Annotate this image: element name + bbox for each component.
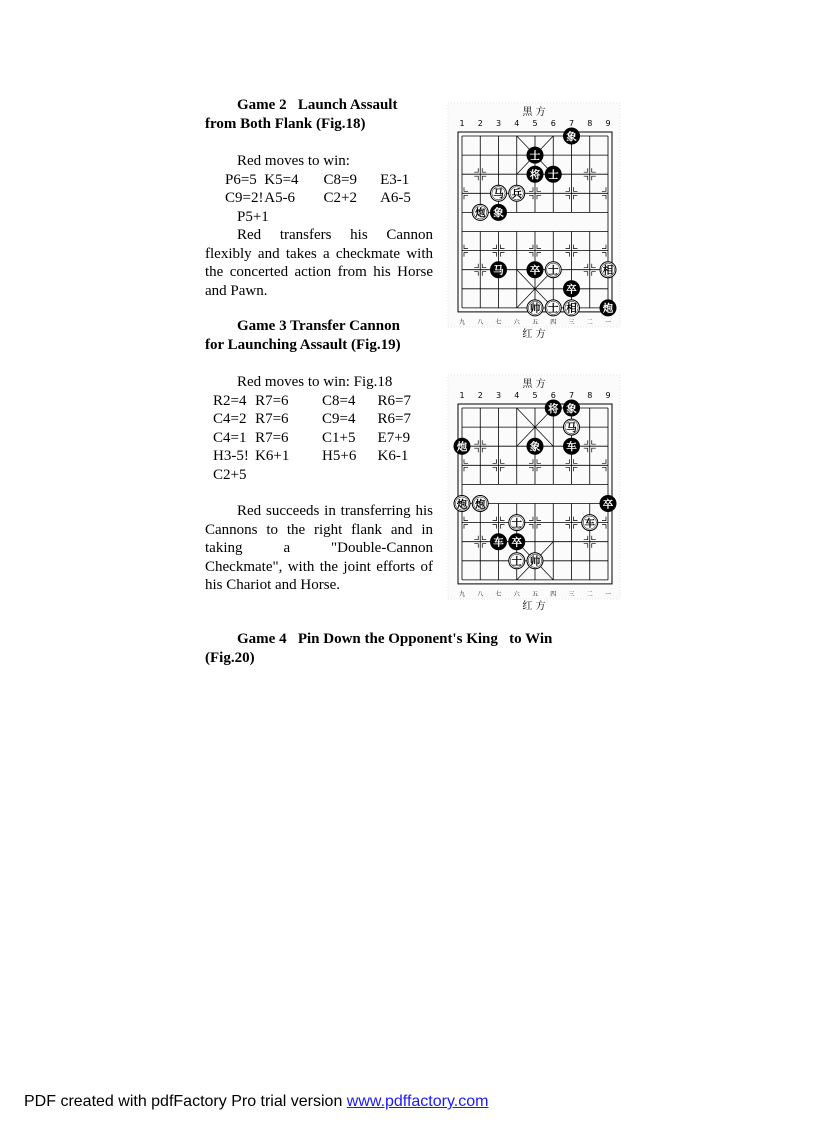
piece-label: 帅 <box>529 302 541 315</box>
piece-label: 士 <box>548 264 559 277</box>
move-cell: R6=7 <box>377 392 411 409</box>
black-piece <box>564 438 580 454</box>
file-number-top: 3 <box>495 391 502 400</box>
red-piece <box>509 185 525 201</box>
game2-description: Red transfers his Cannon flexibly and takes a checkmate with the concerted action from his Horse and Pawn. <box>205 227 433 299</box>
file-number-top: 7 <box>568 119 575 128</box>
footer-text: PDF created with pdfFactory Pro trial version <box>24 1093 347 1110</box>
move-cell: R6=7 <box>377 411 411 427</box>
file-number-bottom: 五 <box>531 590 539 598</box>
file-number-bottom: 四 <box>550 590 557 598</box>
file-number-top: 6 <box>550 119 556 128</box>
move-cell: C9=2! <box>225 190 264 206</box>
black-piece <box>545 400 561 416</box>
piece-label: 帅 <box>529 555 541 568</box>
red-piece <box>472 204 488 220</box>
move-cell: P5+1 <box>237 208 269 225</box>
move-cell <box>378 466 433 485</box>
game2-intro: Red moves to win: <box>237 153 350 169</box>
file-number-bottom: 三 <box>568 318 575 326</box>
file-number-bottom: 一 <box>604 590 612 598</box>
move-cell <box>255 466 322 485</box>
move-cell: E3-1 <box>380 171 410 188</box>
file-number-top: 8 <box>587 391 593 400</box>
file-number-bottom: 七 <box>495 318 502 326</box>
move-cell: C9=4 <box>322 411 356 427</box>
piece-label: 炮 <box>475 498 486 511</box>
red-piece <box>545 300 561 316</box>
move-cell: E7+9 <box>377 429 411 446</box>
file-number-bottom: 五 <box>531 318 539 326</box>
move-cell: P6=5 <box>225 171 257 188</box>
black-side-label: 黑 方 <box>522 379 546 390</box>
piece-label: 将 <box>548 402 559 415</box>
game4-title: Game 4 Pin Down the Opponent's King to Win (Fig.20) <box>205 631 553 666</box>
piece-label: 卒 <box>511 536 522 549</box>
move-cell <box>274 208 330 227</box>
piece-label: 士 <box>548 169 559 181</box>
red-piece <box>564 300 580 316</box>
move-row <box>213 447 433 466</box>
black-piece <box>564 400 580 416</box>
piece-label: 兵 <box>511 188 522 201</box>
file-number-bottom: 八 <box>477 590 484 598</box>
file-number-bottom: 三 <box>568 590 575 598</box>
move-row <box>213 466 433 485</box>
file-number-bottom: 七 <box>495 590 502 598</box>
piece-label: 车 <box>566 441 577 453</box>
piece-label: 士 <box>511 517 522 530</box>
game4-section <box>205 630 618 668</box>
move-cell: A5-6 <box>264 190 296 206</box>
piece-label: 炮 <box>456 441 468 453</box>
game2-section <box>205 96 433 300</box>
red-piece <box>527 553 543 569</box>
file-number-top: 9 <box>605 119 611 128</box>
footer-link[interactable]: www.pdffactory.com <box>346 1093 489 1110</box>
piece-label: 炮 <box>475 207 486 220</box>
game3-section <box>205 317 433 595</box>
piece-label: 卒 <box>529 264 541 277</box>
red-piece <box>600 262 616 278</box>
black-piece <box>564 128 580 144</box>
file-number-bottom: 八 <box>477 318 484 326</box>
black-piece <box>509 534 525 550</box>
move-cell: H3-5! <box>213 448 249 464</box>
file-number-bottom: 九 <box>458 318 466 326</box>
piece-label: 象 <box>493 207 504 220</box>
move-cell: C2+2 <box>323 190 357 206</box>
red-piece <box>454 496 470 512</box>
move-cell: C4=1 <box>213 429 247 446</box>
red-piece <box>545 262 561 278</box>
file-number-top: 5 <box>532 119 538 128</box>
piece-label: 卒 <box>602 498 614 511</box>
move-row <box>213 392 433 411</box>
move-cell: K6-1 <box>377 448 409 464</box>
file-number-bottom: 六 <box>513 318 520 326</box>
move-cell <box>322 466 377 485</box>
piece-label: 象 <box>529 441 541 453</box>
file-number-bottom: 一 <box>604 318 612 326</box>
red-side-label: 红 方 <box>522 600 546 612</box>
piece-label: 士 <box>511 555 522 568</box>
piece-label: 车 <box>584 517 595 530</box>
game3-title: Game 3 Transfer Cannon for Launching Assault (Fig.19) <box>205 318 401 353</box>
piece-label: 士 <box>529 149 541 162</box>
fig19-board <box>446 373 622 612</box>
move-cell <box>330 208 383 227</box>
black-piece <box>527 262 543 278</box>
file-number-top: 2 <box>477 119 483 128</box>
red-piece <box>472 496 488 512</box>
game2-title: Game 2 Launch Assault from Both Flank (Fig.18) <box>205 97 398 132</box>
move-cell: R7=6 <box>255 429 289 446</box>
move-row <box>205 189 433 208</box>
black-side-label: 黑 方 <box>522 107 546 118</box>
file-number-bottom: 四 <box>550 318 557 326</box>
fig18-board <box>446 101 622 340</box>
file-number-top: 8 <box>587 119 593 128</box>
piece-label: 炮 <box>602 302 614 315</box>
move-cell: R7=6 <box>255 392 289 409</box>
black-piece <box>454 438 470 454</box>
move-cell: K5=4 <box>264 171 299 188</box>
file-number-top: 3 <box>495 119 502 128</box>
piece-label: 相 <box>566 302 577 315</box>
move-cell: C2+5 <box>213 466 247 483</box>
fig19-board-diagram <box>446 373 622 612</box>
piece-label: 士 <box>548 302 559 315</box>
file-number-top: 5 <box>532 391 538 400</box>
black-piece <box>491 534 507 550</box>
move-cell <box>383 208 433 227</box>
red-piece <box>527 300 543 316</box>
game3-intro: Red moves to win: Fig.18 <box>237 374 393 390</box>
file-number-top: 2 <box>477 391 483 400</box>
file-number-top: 1 <box>459 391 465 400</box>
red-piece <box>491 185 507 201</box>
pdf-footer <box>24 1093 488 1111</box>
piece-label: 马 <box>493 188 504 201</box>
move-cell: R7=6 <box>255 411 289 427</box>
piece-label: 马 <box>493 264 504 277</box>
piece-label: 象 <box>566 130 577 143</box>
red-piece <box>509 515 525 531</box>
piece-label: 车 <box>493 536 504 549</box>
black-piece <box>491 204 507 220</box>
move-cell: A6-5 <box>380 190 411 206</box>
red-side-label: 红 方 <box>522 328 546 340</box>
move-cell: C4=2 <box>213 411 247 427</box>
piece-label: 马 <box>566 421 577 434</box>
piece-label: 象 <box>566 402 577 415</box>
piece-label: 相 <box>602 264 614 277</box>
game3-moves <box>205 392 433 485</box>
black-piece <box>600 496 616 512</box>
black-piece <box>491 262 507 278</box>
file-number-top: 4 <box>514 391 520 400</box>
file-number-top: 6 <box>550 391 556 400</box>
file-number-bottom: 二 <box>586 318 593 326</box>
file-number-top: 7 <box>568 391 575 400</box>
black-piece <box>600 300 616 316</box>
black-piece <box>527 166 543 182</box>
file-number-top: 4 <box>514 119 520 128</box>
black-piece <box>545 166 561 182</box>
red-piece <box>509 553 525 569</box>
piece-label: 炮 <box>456 498 468 511</box>
file-number-bottom: 二 <box>586 590 593 598</box>
black-piece <box>564 281 580 297</box>
fig18-board-diagram <box>446 101 622 340</box>
piece-label: 卒 <box>566 283 577 296</box>
file-number-top: 9 <box>605 391 611 400</box>
game2-moves <box>205 171 433 227</box>
black-piece <box>527 438 543 454</box>
file-number-bottom: 九 <box>458 590 466 598</box>
move-row <box>205 171 433 190</box>
move-row <box>213 410 433 429</box>
file-number-bottom: 六 <box>513 590 520 598</box>
piece-label: 将 <box>529 169 541 181</box>
black-piece <box>527 147 543 163</box>
red-piece <box>564 419 580 435</box>
move-cell: K6+1 <box>255 448 290 464</box>
move-row <box>213 429 433 448</box>
game3-description: Red succeeds in transferring his Cannons to the right flank and in taking a "Double-Cannon Checkmate", with the joint efforts of his Chariot and Horse. <box>205 503 433 593</box>
red-piece <box>582 515 598 531</box>
move-cell: R2=4 <box>213 392 247 409</box>
move-cell: C8=4 <box>322 392 356 409</box>
move-cell: C8=9 <box>323 171 357 188</box>
move-cell: H5+6 <box>322 448 357 464</box>
file-number-top: 1 <box>459 119 465 128</box>
move-cell: C1+5 <box>322 429 356 446</box>
move-row <box>205 208 433 227</box>
